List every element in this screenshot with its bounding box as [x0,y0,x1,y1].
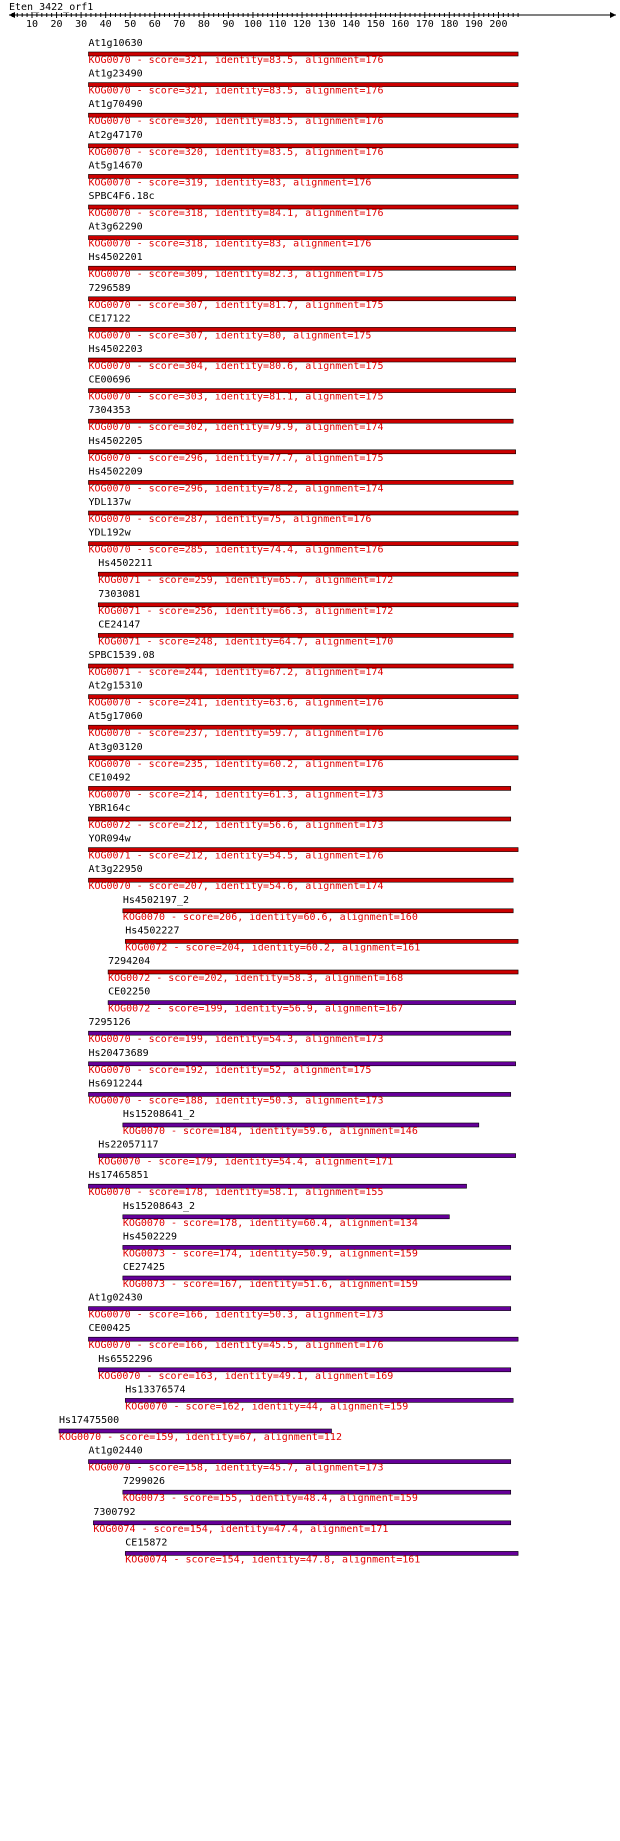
hit-score-text: KOG0070 - score=241, identity=63.6, alignment=176 [88,697,384,709]
hit-score-text: KOG0070 - score=321, identity=83.5, alignment=176 [88,85,384,97]
hit-row[interactable] [88,38,518,66]
hit-row[interactable] [88,772,510,800]
hit-row[interactable] [88,466,513,494]
ruler-tick-label: 30 [75,19,88,30]
hit-name[interactable]: CE15872 [125,1537,168,1549]
ruler-tick-label: 10 [25,19,39,30]
hit-score-text: KOG0070 - score=237, identity=59.7, alignment=176 [88,728,384,740]
hit-score-text: KOG0070 - score=307, identity=80, alignment=175 [88,330,372,342]
hit-name[interactable]: CE00696 [88,374,131,386]
hit-name[interactable]: Hs15208643_2 [122,1200,196,1212]
hit-score-text: KOG0072 - score=199, identity=56.9, alignment=167 [108,1003,404,1015]
hit-row[interactable] [108,956,518,984]
hit-score-text: KOG0070 - score=206, identity=60.6, alignment=160 [122,911,418,923]
hit-row[interactable] [98,558,518,586]
hit-row[interactable] [88,252,515,280]
hit-score-text: KOG0070 - score=319, identity=83, alignment=176 [88,177,372,189]
hit-score-text: KOG0073 - score=167, identity=51.6, alignment=159 [122,1279,418,1290]
hit-name[interactable]: Hs4502229 [122,1231,178,1243]
hit-score-text: KOG0070 - score=199, identity=54.3, alignment=173 [88,1034,384,1046]
hit-name[interactable]: At5g17060 [88,711,143,723]
hit-name[interactable]: Hs22057117 [98,1139,159,1151]
hit-row[interactable] [59,1415,342,1443]
hit-row[interactable] [98,1354,510,1382]
hit-name[interactable]: CE17122 [88,313,131,325]
hit-row[interactable] [88,1170,466,1198]
ruler-right-arrow-icon [610,12,616,18]
hit-name[interactable]: At5g14670 [88,160,143,172]
hit-name[interactable]: CE10492 [88,772,131,784]
ruler-tick-label: 40 [99,19,112,30]
hit-name[interactable]: Hs13376574 [125,1384,186,1396]
hit-row[interactable] [123,895,513,923]
hit-score-text: KOG0070 - score=320, identity=83.5, alignment=176 [88,116,384,128]
hit-name[interactable]: Hs4502203 [88,344,143,355]
ruler-tick-label: 190 [464,19,483,30]
hit-row[interactable] [98,589,518,617]
hit-row[interactable] [88,405,513,433]
ruler-tick-label: 130 [317,19,336,30]
hit-score-text: KOG0071 - score=259, identity=65.7, alignment=172 [98,575,394,587]
hit-name[interactable]: Hs17465851 [88,1170,149,1182]
hit-name[interactable]: Hs17475500 [59,1415,120,1426]
hit-row[interactable] [88,681,518,709]
ruler-tick-label: 50 [124,19,137,30]
hit-score-text: KOG0070 - score=321, identity=83.5, alignment=176 [88,55,384,66]
hit-name[interactable]: At1g70490 [88,99,143,111]
hit-name[interactable]: 7295126 [88,1017,131,1029]
hit-name[interactable]: 7296589 [88,282,131,294]
hit-score-text: KOG0070 - score=207, identity=54.6, alignment=174 [88,881,384,893]
hit-name[interactable]: At2g15310 [88,680,143,692]
hit-name[interactable]: At3g22950 [88,864,143,876]
hit-row[interactable] [125,1384,513,1412]
hit-score-text: KOG0074 - score=154, identity=47.8, alignment=161 [125,1554,421,1566]
hit-row[interactable] [88,191,518,219]
hit-name[interactable]: YDL137w [88,497,131,508]
hit-score-text: KOG0070 - score=303, identity=81.1, alignment=175 [88,391,384,403]
ruler-tick-label: 20 [50,19,63,30]
hit-row[interactable] [88,497,518,525]
hit-name[interactable]: 7294204 [108,956,151,967]
hit-name[interactable]: At3g62290 [88,221,143,233]
hit-name[interactable]: CE02250 [108,986,151,998]
hit-name[interactable]: 7299026 [122,1476,165,1488]
hit-row[interactable] [88,1446,510,1474]
ruler-tick-label: 160 [391,19,410,30]
hit-row[interactable] [125,925,518,953]
hit-name[interactable]: At1g23490 [88,68,143,80]
hit-score-text: KOG0073 - score=155, identity=48.4, alignment=159 [122,1493,418,1505]
hit-score-text: KOG0070 - score=184, identity=59.6, alignment=146 [122,1126,418,1137]
hit-name[interactable]: Hs4502227 [125,925,180,937]
position-ruler [9,12,616,30]
hit-name[interactable]: At1g02440 [88,1445,143,1457]
ruler-tick-label: 120 [293,19,312,30]
hit-name[interactable]: YBR164c [88,803,131,814]
hit-name[interactable]: At3g03120 [88,741,143,753]
ruler-tick-label: 170 [415,19,434,30]
hit-score-text: KOG0070 - score=158, identity=45.7, alignment=173 [88,1462,384,1474]
hit-name[interactable]: Hs4502209 [88,466,143,478]
hit-score-text: KOG0072 - score=212, identity=56.6, alignment=173 [88,820,384,831]
hit-name[interactable]: Hs20473689 [88,1047,149,1059]
hit-score-text: KOG0072 - score=204, identity=60.2, alignment=161 [125,942,421,954]
hit-row[interactable] [88,803,510,831]
ruler-tick-label: 140 [342,19,361,30]
hit-name[interactable]: At2g47170 [88,129,143,141]
hit-row[interactable] [88,1048,515,1076]
hit-row[interactable] [88,1017,510,1045]
hit-row[interactable] [88,283,515,311]
hit-score-text: KOG0070 - score=302, identity=79.9, alignment=174 [88,422,384,434]
hit-score-text: KOG0070 - score=318, identity=83, alignment=176 [88,238,372,250]
ruler-tick-label: 150 [366,19,385,30]
ruler-tick-label: 100 [243,19,262,30]
hit-row[interactable] [123,1231,511,1259]
hit-score-text: KOG0070 - score=235, identity=60.2, alignment=176 [88,758,384,770]
hit-name[interactable]: Hs4502197_2 [122,894,190,906]
query-title: Eten_3422_orf1 [9,2,94,13]
ruler-tick-label: 180 [440,19,459,30]
hit-name[interactable]: CE27425 [122,1262,165,1273]
hit-row[interactable] [123,1262,511,1290]
hit-row[interactable] [88,650,513,678]
ruler-tick-label: 60 [148,19,161,30]
hit-name[interactable]: At1g02430 [88,1292,143,1304]
hit-score-text: KOG0070 - score=318, identity=84.1, alignment=176 [88,208,384,219]
hit-row[interactable] [88,375,515,403]
hit-score-text: KOG0070 - score=162, identity=44, alignment=159 [125,1401,409,1413]
hit-row[interactable] [98,1140,515,1168]
hit-row[interactable] [123,1201,450,1229]
hit-score-text: KOG0071 - score=212, identity=54.5, alignment=176 [88,850,384,862]
hit-row[interactable] [88,528,518,556]
hit-row[interactable] [123,1476,511,1504]
hit-row[interactable] [88,99,518,127]
hit-name[interactable]: Hs6552296 [98,1353,153,1365]
hit-name[interactable]: 7300792 [93,1506,136,1518]
hit-row[interactable] [88,1323,518,1351]
hit-score-text: KOG0070 - score=320, identity=83.5, alignment=176 [88,146,384,158]
hit-score-text: KOG0070 - score=285, identity=74.4, alignment=176 [88,544,384,556]
hit-score-text: KOG0073 - score=174, identity=50.9, alignment=159 [122,1248,418,1260]
hit-row[interactable] [88,864,513,892]
hit-score-text: KOG0070 - score=287, identity=75, alignment=176 [88,514,372,525]
hit-score-text: KOG0070 - score=166, identity=45.5, alignment=176 [88,1340,384,1352]
hit-score-text: KOG0070 - score=188, identity=50.3, alignment=173 [88,1095,384,1107]
hit-name[interactable]: Hs6912244 [88,1078,143,1090]
hit-name[interactable]: CE00425 [88,1323,131,1335]
hit-score-text: KOG0074 - score=154, identity=47.4, alignment=171 [93,1523,389,1535]
hit-row[interactable] [88,742,518,770]
hit-row[interactable] [88,160,518,188]
hit-score-text: KOG0071 - score=244, identity=67.2, alignment=174 [88,667,384,678]
ruler-tick-label: 90 [222,19,235,30]
hit-name[interactable]: YDL192w [88,527,131,539]
hit-name[interactable]: 7303081 [98,588,141,600]
hit-row[interactable] [88,1293,510,1321]
hit-row[interactable] [98,619,513,647]
hit-score-text: KOG0071 - score=248, identity=64.7, alignment=170 [98,636,394,648]
hit-name[interactable]: At1g10630 [88,38,143,49]
hit-score-text: KOG0070 - score=214, identity=61.3, alignment=173 [88,789,384,801]
hit-score-text: KOG0070 - score=307, identity=81.7, alignment=175 [88,299,384,311]
hit-name[interactable]: Hs4502201 [88,252,143,264]
hit-row[interactable] [88,711,518,739]
hit-score-text: KOG0070 - score=304, identity=80.6, alignment=175 [88,361,384,372]
ruler-tick-label: 70 [173,19,186,30]
hit-name[interactable]: Hs4502211 [98,558,153,570]
hit-score-text: KOG0072 - score=202, identity=58.3, alignment=168 [108,973,404,984]
hit-row[interactable] [88,222,518,250]
ruler-tick-label: 80 [197,19,210,30]
hit-row[interactable] [88,436,515,464]
hit-row[interactable] [93,1507,510,1535]
hit-name[interactable]: Hs4502205 [88,435,143,447]
hit-score-text: KOG0070 - score=163, identity=49.1, alignment=169 [98,1370,394,1382]
hit-name[interactable]: YOR094w [88,833,131,845]
hit-name[interactable]: 7304353 [88,405,131,417]
ruler-tick-label: 110 [268,19,287,30]
hit-score-text: KOG0070 - score=159, identity=67, alignment=112 [59,1432,342,1443]
hit-name[interactable]: CE24147 [98,619,141,631]
hit-score-text: KOG0070 - score=192, identity=52, alignment=175 [88,1064,372,1076]
hit-row[interactable] [108,987,516,1015]
hit-row[interactable] [88,130,518,158]
hit-name[interactable]: Hs15208641_2 [122,1109,196,1120]
hit-list [59,38,518,1565]
hit-score-text: KOG0070 - score=178, identity=60.4, alignment=134 [122,1217,418,1229]
hit-row[interactable] [88,1078,510,1106]
hit-name[interactable]: SPBC1539.08 [88,650,155,661]
hit-score-text: KOG0070 - score=178, identity=58.1, alignment=155 [88,1187,384,1199]
hit-score-text: KOG0070 - score=296, identity=78.2, alignment=174 [88,483,384,495]
hit-score-text: KOG0070 - score=166, identity=50.3, alignment=173 [88,1309,384,1321]
hit-score-text: KOG0070 - score=309, identity=82.3, alignment=175 [88,269,384,281]
hit-score-text: KOG0071 - score=256, identity=66.3, alignment=172 [98,605,394,617]
hit-row[interactable] [125,1537,518,1565]
hit-row[interactable] [88,344,515,372]
hit-row[interactable] [88,313,515,341]
hit-row[interactable] [88,69,518,97]
hit-row[interactable] [88,834,518,862]
hit-name[interactable]: SPBC4F6.18c [88,191,155,202]
hit-score-text: KOG0070 - score=179, identity=54.4, alignment=171 [98,1156,394,1168]
hit-row[interactable] [123,1109,479,1137]
hit-score-text: KOG0070 - score=296, identity=77.7, alignment=175 [88,452,384,464]
ruler-tick-label: 200 [489,19,508,30]
